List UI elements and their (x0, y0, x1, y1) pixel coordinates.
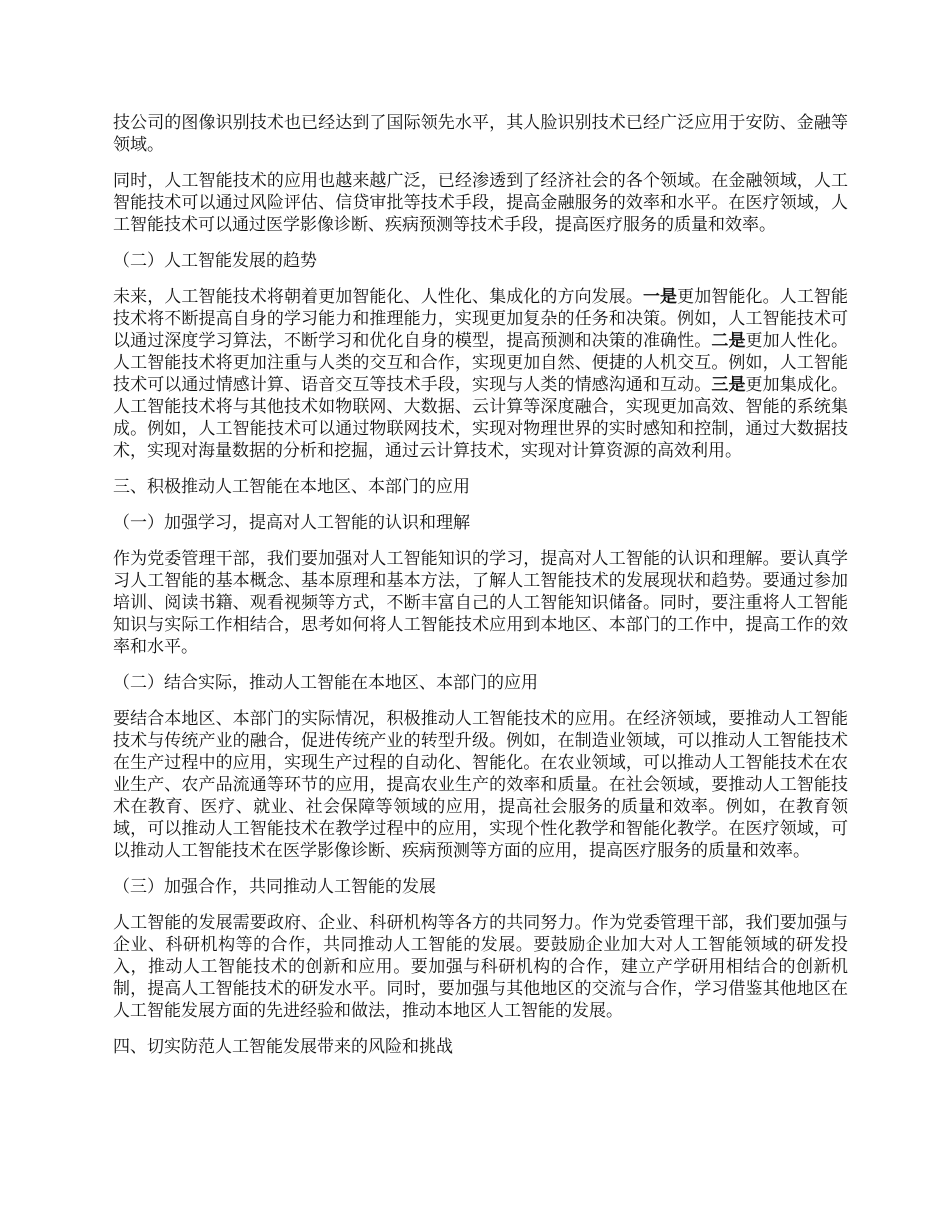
body-paragraph: 同时，人工智能技术的应用也越来越广泛，已经渗透到了经济社会的各个领域。在金融领域，人工智能技术可以通过风险评估、信贷审批等技术手段，提高金融服务的效率和水平。在医疗领域，人工智能技术可以通过医学影像诊断、疾病预测等技术手段，提高医疗服务的质量和效率。 (113, 171, 848, 235)
section-heading: （二）人工智能发展的趋势 (113, 251, 317, 271)
text-segment: 更加集成化。人工智能技术将与其他技术如物联网、大数据、云计算等深度融合，实现更加高效、智能的系统集成。例如，人工智能技术可以通过物联网技术，实现对物理世界的实时感知和控制，通过大数据技术，实现对海量数据的分析和挖掘，通过云计算技术，实现对计算资源的高效利用。 (113, 375, 849, 461)
section-heading: （三）加强合作，共同推动人工智能的发展 (113, 877, 436, 897)
bold-marker-third: 三是 (711, 375, 746, 395)
body-paragraph: 人工智能的发展需要政府、企业、科研机构等各方的共同努力。作为党委管理干部，我们要加强与企业、科研机构等的合作，共同推动人工智能的发展。要鼓励企业加大对人工智能领域的研发投入，推动人工智能技术的创新和应用。要加强与科研机构的合作，建立产学研用相结合的创新机制，提高人工智能技术的研发水平。同时，要加强与其他地区的交流与合作，学习借鉴其他地区在人工智能发展方面的先进经验和做法，推动本地区人工智能的发展。 (113, 913, 848, 1021)
text-segment: 未来，人工智能技术将朝着更加智能化、人性化、集成化的方向发展。 (113, 287, 643, 307)
chapter-heading: 三、积极推动人工智能在本地区、本部门的应用 (113, 477, 470, 497)
bold-marker-second: 二是 (711, 331, 746, 351)
section-heading: （二）结合实际，推动人工智能在本地区、本部门的应用 (113, 673, 538, 693)
body-paragraph: 作为党委管理干部，我们要加强对人工智能知识的学习，提高对人工智能的认识和理解。要认真学习人工智能的基本概念、基本原理和基本方法，了解人工智能技术的发展现状和趋势。要通过参加培训、阅读书籍、观看视频等方式，不断丰富自己的人工智能知识储备。同时，要注重将人工智能知识与实际工作相结合，思考如何将人工智能技术应用到本地区、本部门的工作中，提高工作的效率和水平。 (113, 549, 848, 657)
text-segment: 更加人性化。人工智能技术将更加注重与人类的交互和合作，实现更加自然、便捷的人机交互。例如，人工智能技术可以通过情感计算、语音交互等技术手段，实现与人类的情感沟通和互动。 (113, 331, 849, 395)
body-paragraph: 要结合本地区、本部门的实际情况，积极推动人工智能技术的应用。在经济领域，要推动人工智能技术与传统产业的融合，促进传统产业的转型升级。例如，在制造业领域，可以推动人工智能技术在生产过程中的应用，实现生产过程的自动化、智能化。在农业领域，可以推动人工智能技术在农业生产、农产品流通等环节的应用，提高农业生产的效率和质量。在社会领域，要推动人工智能技术在教育、医疗、就业、社会保障等领域的应用，提高社会服务的质量和效率。例如，在教育领域，可以推动人工智能技术在教学过程中的应用，实现个性化教学和智能化教学。在医疗领域，可以推动人工智能技术在医学影像诊断、疾病预测等方面的应用，提高医疗服务的质量和效率。 (113, 709, 848, 861)
body-paragraph: 技公司的图像识别技术也已经达到了国际领先水平，其人脸识别技术已经广泛应用于安防、金融等领域。 (113, 113, 848, 155)
document-page (113, 112, 848, 1072)
trends-paragraph (113, 286, 848, 462)
chapter-heading: 四、切实防范人工智能发展带来的风险和挑战 (113, 1037, 453, 1057)
section-heading: （一）加强学习，提高对人工智能的认识和理解 (113, 513, 470, 533)
bold-marker-first: 一是 (642, 287, 678, 307)
text-segment: 更加智能化。人工智能技术将不断提高自身的学习能力和推理能力，实现更加复杂的任务和决策。例如，人工智能技术可以通过深度学习算法，不断学习和优化自身的模型，提高预测和决策的准确性。 (113, 287, 849, 351)
